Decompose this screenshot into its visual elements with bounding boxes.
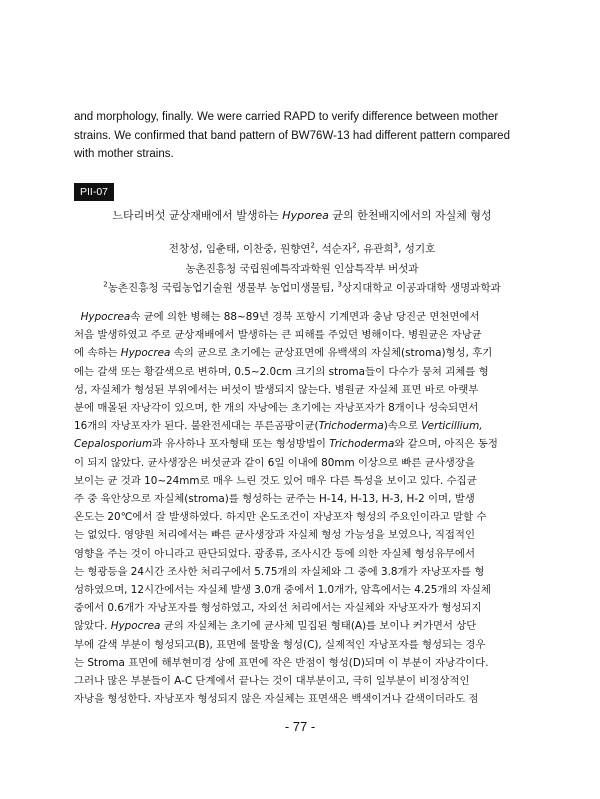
genus-name: Verticillium, [421, 420, 483, 433]
genus-name: Hypocrea [110, 620, 161, 633]
affiliation-mark: 2 [352, 241, 357, 250]
affiliation-2 [74, 279, 530, 297]
body-text: 균의 자실체는 초기에 균사체 밀집된 형태(A)를 보이나 커가면서 상단 [160, 620, 477, 633]
body-line: 는 없었다. 영양원 처리에서는 빠른 균사생장과 자실체 형성 가능성을 보였으나, 직접적인 [74, 529, 475, 542]
english-abstract-end [74, 108, 530, 164]
affiliation-mark: 2 [310, 241, 315, 250]
genus-name: Trichoderma [329, 438, 395, 451]
body-text: 에 속하는 [74, 347, 121, 360]
body-text: 와 같으며, 아직은 동정 [394, 438, 498, 451]
abstract-line: strains. We confirmed that band pattern of BW76W-13 had different pattern compared [74, 129, 510, 142]
paper-title [74, 208, 530, 224]
body-line: 중에서 0.6개가 자낭포자를 형성하였고, 자외선 처리에서는 자실체와 자낭포자가 형성되지 [74, 602, 482, 615]
author-names: 전창성, 임춘태, 이찬중, 원향연 [168, 243, 311, 255]
body-line: 성, 자실체가 형성된 부위에서는 버섯이 발생되지 않는다. 병원균 자실체 표면 바로 아랫부 [74, 383, 479, 396]
page-number: - 77 - [284, 719, 316, 734]
body-line: 자낭을 형성한다. 자낭포자 형성되지 않은 자실체는 표면색은 백색이거나 갈색이더라도 점 [74, 693, 479, 706]
author-names: , 석순자 [314, 243, 353, 255]
body-text: )속으로 [383, 420, 422, 433]
abstract-line: with mother strains. [74, 148, 174, 160]
affiliation-text: 농촌진흥청 국립농업기술원 생물부 농업미생물팀, [107, 282, 338, 294]
affiliation-mark: 2 [103, 280, 108, 289]
body-line: 는 Stroma 표면에 해부현미경 상에 표면에 작은 반점이 형성(D)되며 이 부분이 자낭각이다. [74, 656, 489, 669]
body-line [74, 617, 530, 635]
body-line: 보이는 균 것과 10~24mm로 매우 느린 것도 있어 매우 다른 특성을 보이고 있다. 수집균 [74, 474, 477, 487]
body-line [74, 308, 530, 326]
body-line: 는 형광등을 24시간 조사한 처리구에서 5.75개의 자실체와 그 중에 3.8개가 자낭포자를 형 [74, 565, 485, 578]
abstract-line: and morphology, finally. We were carried RAPD to verify difference between mother [74, 111, 499, 123]
poster-id-badge: PII-07 [74, 183, 114, 201]
body-line: 이 되지 않았다. 균사생장은 버섯균과 같이 6일 이내에 80mm 이상으로 빠른 균사생장을 [74, 456, 475, 469]
body-line [74, 344, 530, 362]
genus-name: Hypocrea [80, 311, 131, 323]
affiliation-1: 농촌진흥청 국립원예특작과학원 인삼특작부 버섯과 [185, 263, 419, 275]
body-line: 부에 갈색 부분이 형성되고(B), 표면에 물방울 형성(C), 실제적인 자낭포자를 형성되는 경우 [74, 638, 486, 651]
title-genus: Hyporea [282, 209, 329, 222]
author-names: , 성기호 [398, 243, 436, 255]
body-line: 그러나 많은 부분들이 A-C 단계에서 끝나는 것이 대부분이고, 극히 일부분이 비정상적인 [74, 675, 470, 688]
title-text: 균의 한천배지에서의 자실체 형성 [328, 209, 492, 222]
body-text: 과 유사하나 포자형태 또는 형성방법이 [152, 438, 330, 451]
body-line: 영향을 주는 것이 아니라고 판단되었다. 광종류, 조사시간 등에 의한 자실체 형성유무에서 [74, 547, 475, 560]
affiliation-mark: 3 [337, 280, 342, 289]
body-line: 에는 갈색 또는 황갈색으로 변하며, 0.5~2.0cm 크기의 stroma들이 다수가 뭉쳐 괴체를 형 [74, 365, 489, 378]
body-line: 분에 매몰된 자낭각이 있으며, 한 개의 자낭에는 초기에는 자낭포자가 8개이나 성숙되면서 [74, 402, 479, 415]
body-text: 않았다. [74, 620, 111, 633]
body-line: 온도는 20℃에서 잘 발생하였다. 하지만 온도조건이 자낭포자 형성의 주요인이라고 말할 수 [74, 511, 487, 524]
body-line [74, 435, 530, 453]
body-text: 16개의 자낭포자가 된다. 불완전세대는 푸른곰팡이균( [74, 420, 319, 433]
author-names: , 유관희 [356, 243, 394, 255]
abstract-body [74, 308, 530, 708]
body-line: 처음 발생하였고 주로 균상재배에서 발생하는 큰 피해를 주었던 병해이다. 병원균은 자낭균 [74, 329, 482, 342]
genus-name: Hypocrea [120, 347, 171, 360]
author-list [74, 240, 530, 258]
genus-name: Cepalosporium [74, 438, 153, 451]
title-text: 느타리버섯 균상재배에서 발생하는 [112, 209, 283, 222]
genus-name: Trichoderma [318, 420, 384, 433]
affiliation-mark: 3 [393, 241, 399, 250]
body-text: 속 균에 의한 병해는 88~89년 경북 포항시 기계면과 충남 당진군 면천면에서 [130, 311, 480, 323]
body-line: 성하였으며, 12시간에서는 자실체 발생 3.0개 중에서 1.0개가, 암흑에서는 4.25개의 자실체 [74, 584, 491, 597]
body-line: 주 중 육안상으로 자실체(stroma)를 형성하는 균주는 H-14, H-13, H-3, H-2 이며, 발생 [74, 493, 475, 506]
body-line [74, 417, 530, 435]
body-text: 속의 균으로 초기에는 균상표면에 유백색의 자실체(stroma)형성, 후기 [170, 347, 493, 360]
affiliation-text: 상지대학교 이공과대학 생명과학과 [341, 282, 501, 294]
